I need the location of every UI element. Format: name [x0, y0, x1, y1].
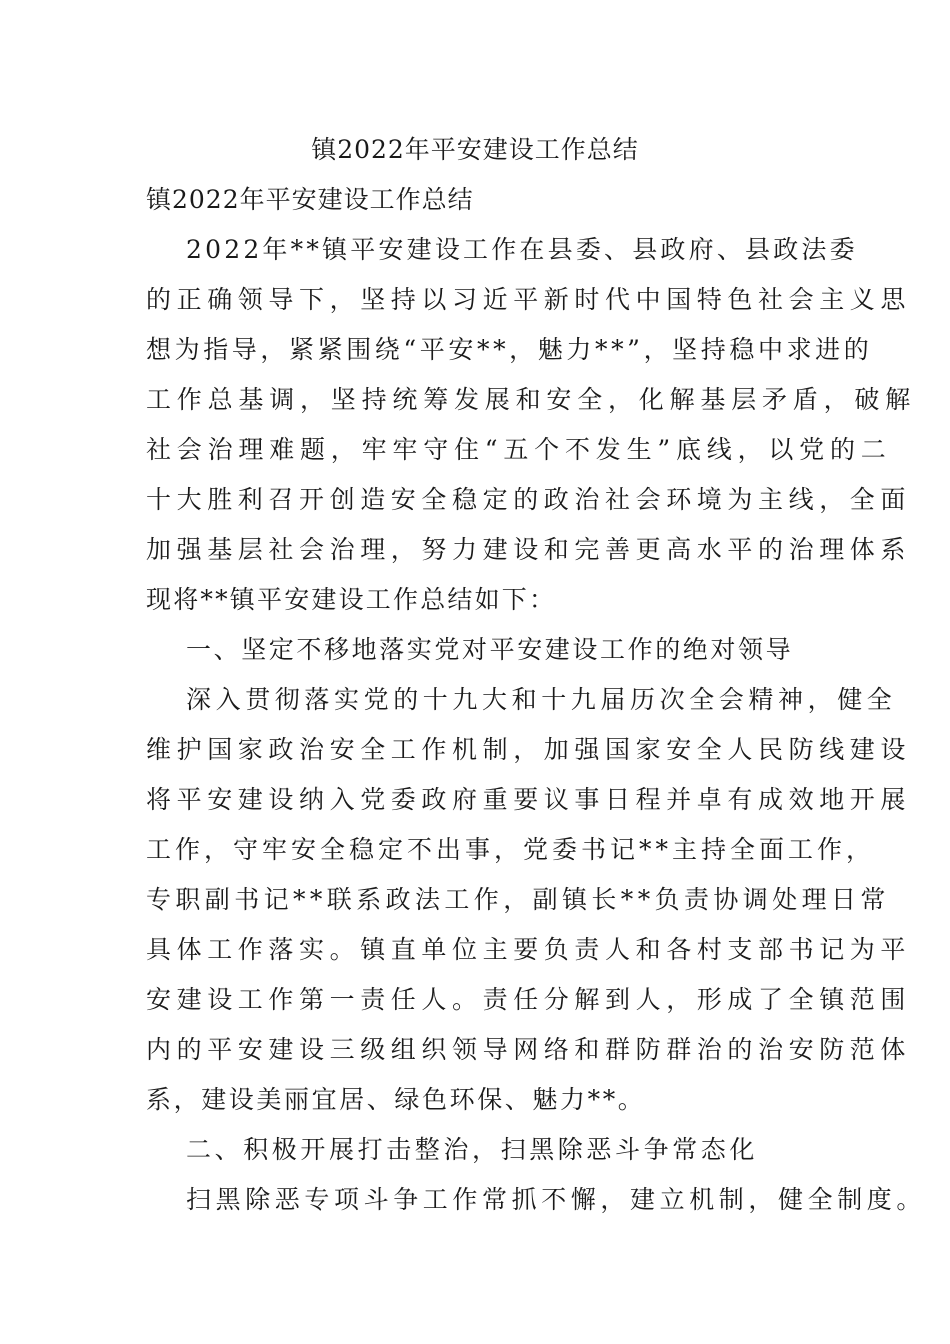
body-line: 社会治理难题，牢牢守住“五个不发生”底线，以党的二: [146, 435, 892, 464]
body-line: 内的平安建设三级组织领导网络和群防群治的治安防范体: [146, 1035, 912, 1064]
body-line: 十大胜利召开创造安全稳定的政治社会环境为主线，全面: [146, 485, 912, 514]
body-line: 加强基层社会治理，努力建设和完善更高水平的治理体系: [146, 535, 912, 564]
body-line: 现将**镇平安建设工作总结如下：: [146, 585, 557, 614]
body-line: 的正确领导下，坚持以习近平新时代中国特色社会主义思: [146, 285, 912, 314]
document-title: 镇2022年平安建设工作总结: [311, 135, 639, 164]
body-line: 扫黑除恶专项斗争工作常抓不懈，建立机制，健全制度。: [186, 1185, 927, 1214]
body-line: 安建设工作第一责任人。责任分解到人，形成了全镇范围: [146, 985, 912, 1014]
document-subtitle: 镇2022年平安建设工作总结: [146, 185, 474, 214]
body-line: 深入贯彻落实党的十九大和十九届历次全会精神，健全: [186, 685, 897, 714]
body-line: 想为指导，紧紧围绕“平安**，魅力**”，坚持稳中求进的: [146, 335, 873, 364]
body-line: 2022年**镇平安建设工作在县委、县政府、县政法委: [186, 235, 858, 264]
section-heading: 二、积极开展打击整治，扫黑除恶斗争常态化: [186, 1135, 759, 1164]
section-heading: 一、坚定不移地落实党对平安建设工作的绝对领导: [186, 635, 794, 664]
body-line: 工作，守牢安全稳定不出事，党委书记**主持全面工作，: [146, 835, 876, 864]
body-line: 系，建设美丽宜居、绿色环保、魅力**。: [146, 1085, 646, 1114]
body-line: 维护国家政治安全工作机制，加强国家安全人民防线建设: [146, 735, 912, 764]
body-line: 专职副书记**联系政法工作，副镇长**负责协调处理日常: [146, 885, 890, 914]
body-line: 将平安建设纳入党委政府重要议事日程并卓有成效地开展: [146, 785, 912, 814]
body-line: 工作总基调，坚持统筹发展和安全，化解基层矛盾，破解: [146, 385, 917, 414]
body-line: 具体工作落实。镇直单位主要负责人和各村支部书记为平: [146, 935, 912, 964]
